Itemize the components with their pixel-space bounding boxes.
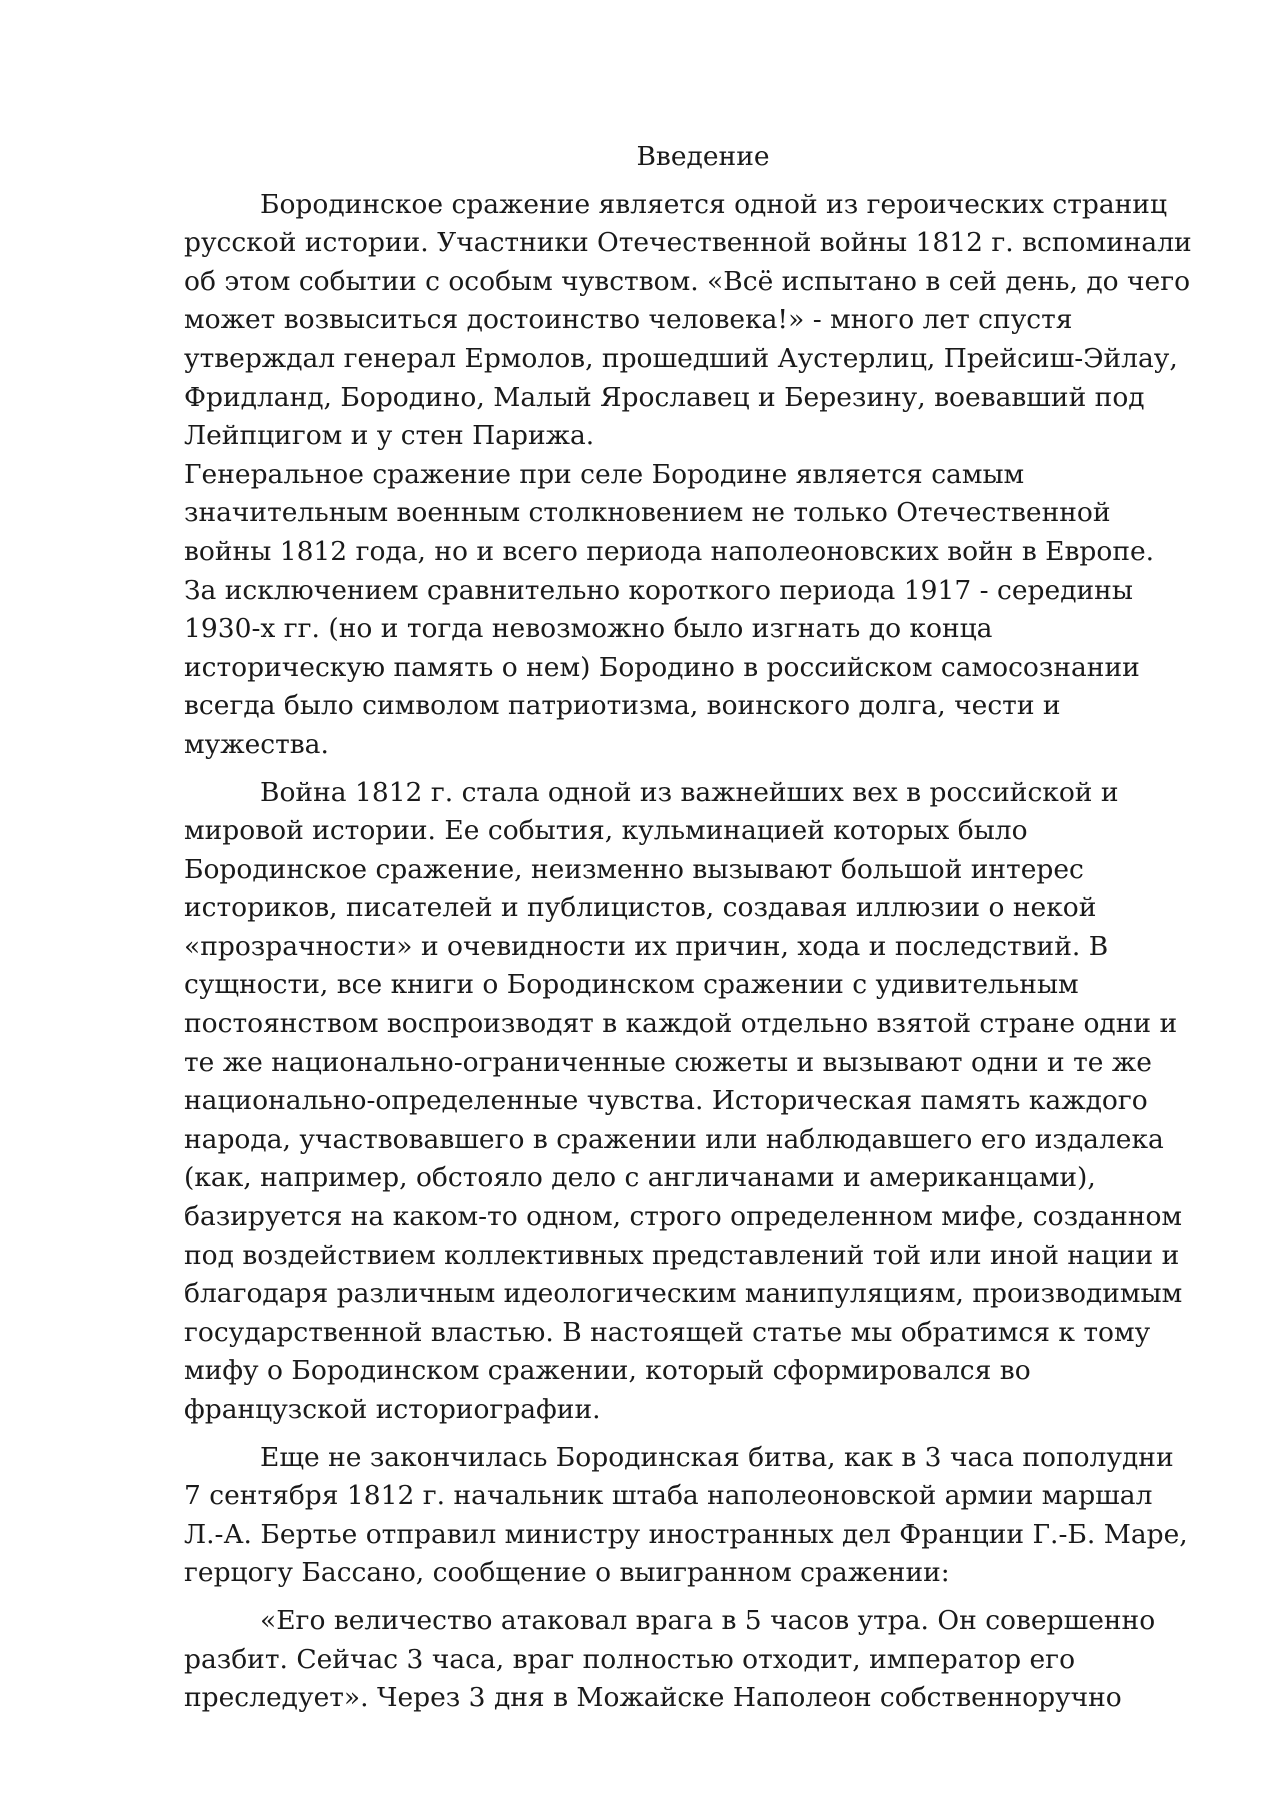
paragraph-5: «Его величество атаковал врага в 5 часов утра. Он совершенно разбит. Сейчас 3 часа, враг полностью отходит, император его преследует». Через 3 дня в Можайске Наполеон собственноручно (184, 1604, 1156, 1714)
paragraph-3: Война 1812 г. стала одной из важнейших вех в российской и мировой истории. Ее события, кульминацией которых было Бородинское сражение, неизменно вызывают большой интерес историков, писателей и публицистов, создавая иллюзии о некой «прозрачности» и очевидности их причин, хода и последствий. В сущности, все книги о Бородинском сражении с удивительным постоянством воспроизводят в каждой отдельно взятой стране одни и те же национально-ограниченные сюжеты и вызывают одни и те же национально-определенные чувства. Историческая память каждого народа, участвовавшего в сражении или наблюдавшего его издалека (как, например, обстояло дело с англичанами и американцами), базируется на каком-то одном, строго определенном мифе, созданном под воздействием коллективных представлений той или иной нации и благодаря различным идеологическим манипуляциям, производимым государственной властью. В настоящей статье мы обратимся к тому мифу о Бородинском сражении, который сформировался во французской историографии. (184, 776, 1183, 1425)
paragraph-1: Бородинское сражение является одной из героических страниц русской истории. Участники Отечественной войны 1812 г. вспоминали об этом событии с особым чувством. «Всё испытано в сей день, до чего может возвыситься достоинство человека!» - много лет спустя утверждал генерал Ермолов, прошедший Аустерлиц, Прейсиш-Эйлау, Фридланд, Бородино, Малый Ярославец и Березину, воевавший под Лейпцигом и у стен Парижа. (184, 188, 1192, 452)
document-page (184, 138, 1194, 1718)
paragraph-2: Генеральное сражение при селе Бородине является самым значительным военным столкновением не только Отечественной войны 1812 года, но и всего периода наполеоновских войн в Европе. За исключением сравнительно короткого периода 1917 - середины 1930-х гг. (но и тогда невозможно было изгнать до конца историческую память о нем) Бородино в российском самосознании всегда было символом патриотизма, воинского долга, чести и мужества. (184, 458, 1155, 760)
paragraph-4: Еще не закончилась Бородинская битва, как в 3 часа пополудни 7 сентября 1812 г. начальник штаба наполеоновской армии маршал Л.-А. Бертье отправил министру иностранных дел Франции Г.-Б. Маре, герцогу Бассано, сообщение о выигранном сражении: (184, 1441, 1188, 1589)
page-title: Введение (636, 141, 770, 172)
